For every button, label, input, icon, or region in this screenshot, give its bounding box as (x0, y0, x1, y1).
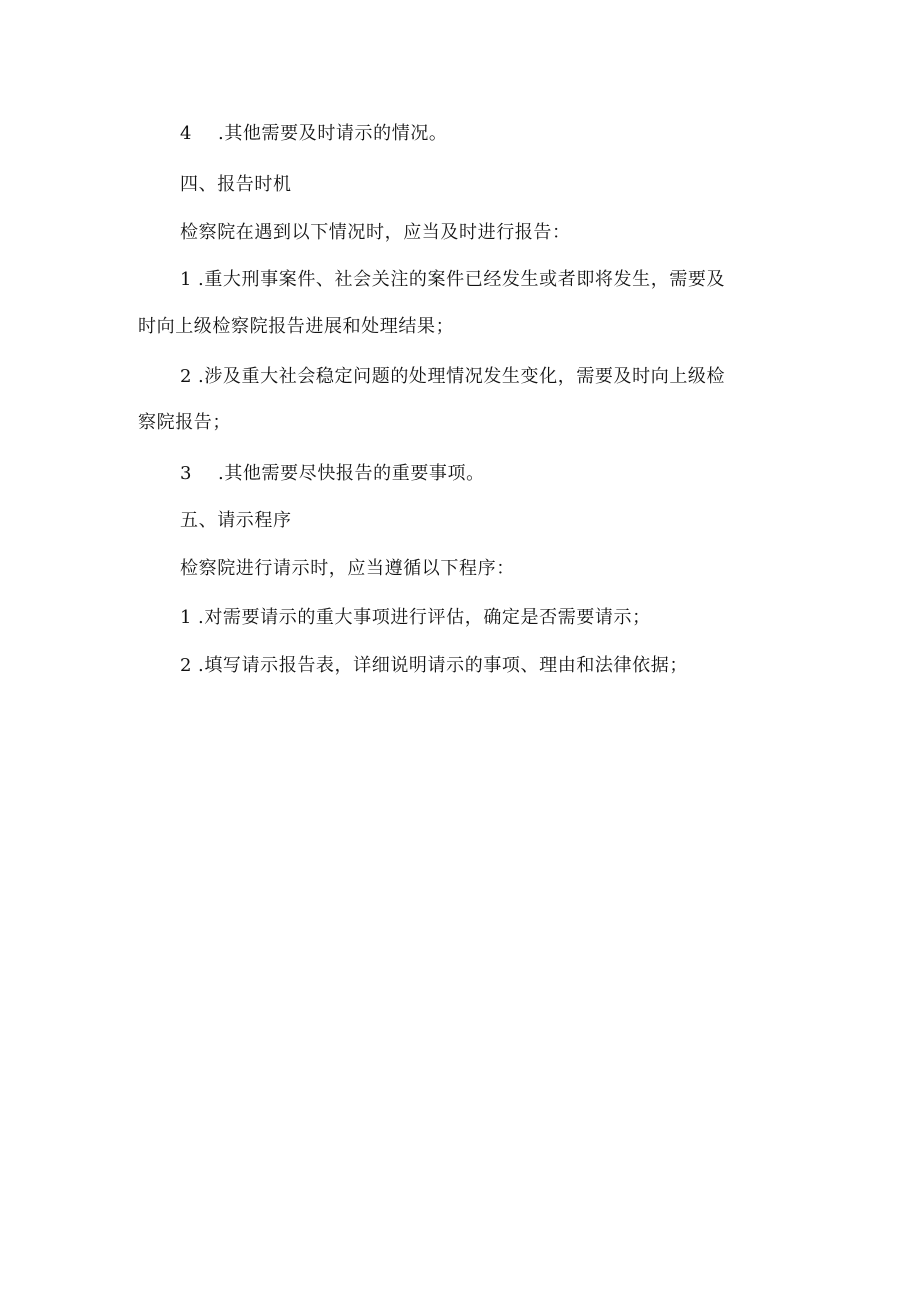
item-number: 4 (180, 123, 193, 144)
item-text: .对需要请示的重大事项进行评估，确定是否需要请示； (198, 607, 651, 628)
paragraph-item-4 (180, 121, 448, 147)
section-heading-request-procedure: 五、请示程序 (180, 510, 292, 531)
paragraph-procedure-2 (180, 653, 688, 679)
paragraph-intro-report: 检察院在遇到以下情况时，应当及时进行报告： (180, 222, 571, 243)
item-number: 1 (180, 607, 193, 628)
item-number: 1 (180, 269, 193, 290)
item-number: 2 (180, 366, 193, 387)
paragraph-item-2 (180, 364, 725, 390)
item-text: .重大刑事案件、社会关注的案件已经发生或者即将发生，需要及 (198, 269, 726, 290)
paragraph-item-2-continuation: 察院报告； (138, 412, 231, 433)
section-heading-report-timing: 四、报告时机 (180, 174, 292, 195)
item-number: 2 (180, 655, 193, 676)
paragraph-procedure-1 (180, 605, 651, 631)
paragraph-item-1-continuation: 时向上级检察院报告进展和处理结果； (138, 316, 455, 337)
item-number: 3 (180, 463, 193, 484)
item-text: .其他需要及时请示的情况。 (218, 123, 448, 144)
paragraph-item-3 (180, 461, 485, 487)
paragraph-item-1 (180, 267, 725, 293)
item-text: .其他需要尽快报告的重要事项。 (218, 463, 485, 484)
item-text: .填写请示报告表，详细说明请示的事项、理由和法律依据； (198, 655, 688, 676)
paragraph-intro-request: 检察院进行请示时，应当遵循以下程序： (180, 558, 515, 579)
item-text: .涉及重大社会稳定问题的处理情况发生变化，需要及时向上级检 (198, 366, 726, 387)
